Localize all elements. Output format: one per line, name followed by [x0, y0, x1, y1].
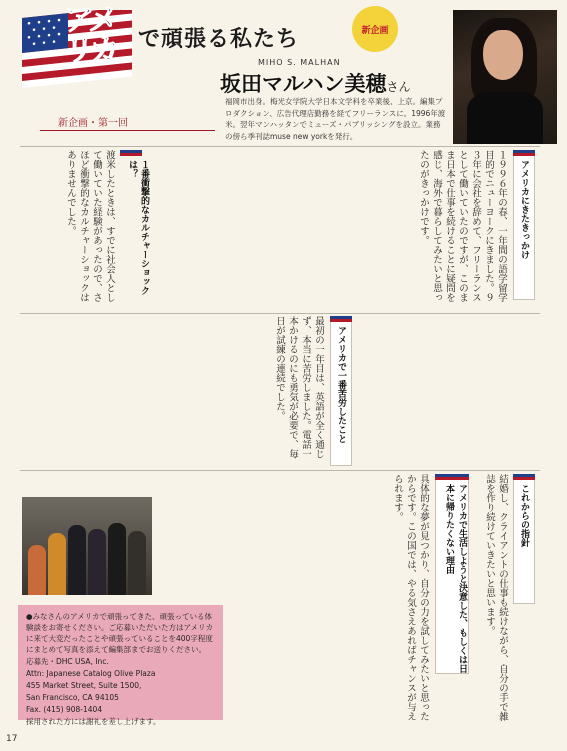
- portrait-photo: [453, 10, 557, 144]
- notice-line: 455 Market Street, Suite 1500,: [26, 681, 142, 690]
- section-divider: [20, 146, 540, 147]
- section-heading: アメリカにきたきっかけ: [519, 160, 529, 259]
- section-divider: [20, 470, 540, 471]
- section-heading: アメリカで一番苦労したこと: [336, 326, 346, 443]
- flag-stripe: [120, 150, 142, 156]
- section-heading: これからの指針: [519, 484, 529, 547]
- section-heading: アメリカで生活しようと決意した、もしくは日本に帰りたくない理由: [444, 484, 467, 673]
- title-vertical: アメリカ: [64, 3, 116, 68]
- series-label: 新企画・第一回: [58, 118, 128, 129]
- flag-stripe: [330, 316, 352, 322]
- section-body-cont: [158, 150, 246, 310]
- section-body: 結婚し、クライアントの仕事も続けながら、自分の手で雑誌を作り続けていきたいと思います。: [484, 474, 508, 721]
- name-romaji: MIHO S. MALHAN: [258, 58, 341, 67]
- person-name: 坂田マルハン美穂さん: [220, 71, 411, 96]
- submission-notice: [18, 605, 223, 726]
- series-divider: [40, 130, 215, 131]
- section-divider: [20, 313, 540, 314]
- article-title: で頑張る私たち: [138, 26, 300, 52]
- section-heading: １番衝撃的なカルチャーショックは？: [127, 160, 149, 295]
- notice-line: ●みなさんのアメリカで頑張ってきた、頑張っている体験談をお寄せください。ご応募いただいた方はアメリカに来て大変だったことや頑張っていることを400字程度にまとめて写真を添えて編集部までお送りください。: [26, 612, 213, 654]
- section-body: 具体的な夢が見つかり、自分の力を試してみたいと思ったからです。この国では、やる気さえあればチャンスが与えられます。: [392, 474, 429, 721]
- notice-line: 採用された方には謝礼を差し上げます。: [26, 717, 161, 726]
- flag-stripe: [435, 474, 469, 480]
- notice-line: San Francisco, CA 94105: [26, 693, 119, 702]
- person-bio: 福岡市出身。梅光女学院大学日本文学科を卒業後、上京。編集プロダクション、広告代理店勤務を経てフリーランスに。1996年渡米。翌年マンハッタンでミューズ・パブリッシングを設立。業務の傍ら季刊誌muse new yorkを発行。: [225, 97, 446, 141]
- notice-line: Fax. (415) 908-1404: [26, 705, 103, 714]
- flag-stripe: [513, 150, 535, 156]
- group-photo: [22, 497, 152, 595]
- new-feature-badge: 新企画: [352, 6, 398, 52]
- page-number: 17: [6, 734, 18, 744]
- section-body: 最初の一年目は、英語が全く通じず、本当に苦労しました。電話一本かけるのにも勇気が必要で、毎日が試練の連続でした。: [274, 316, 324, 459]
- notice-line: 応募先・DHC USA, Inc.: [26, 657, 109, 666]
- section-body: 渡米したときは、すでに社会人として働いていた経験があったので、さほど衝撃的なカルチャーショックはありませんでした。: [65, 150, 115, 302]
- flag-stripe: [513, 474, 535, 480]
- notice-line: Attn: Japanese Catalog Olive Plaza: [26, 669, 156, 678]
- section-body: １９９６年の春、一年間の語学留学目的でニューヨークにきました。９３年に会社を辞めて、フリーランスとして働いていたのですが、このまま日本で仕事を続けることに疑問を感じ、海外で暮らしてみたいと思ったのがきっかけです。: [418, 150, 507, 302]
